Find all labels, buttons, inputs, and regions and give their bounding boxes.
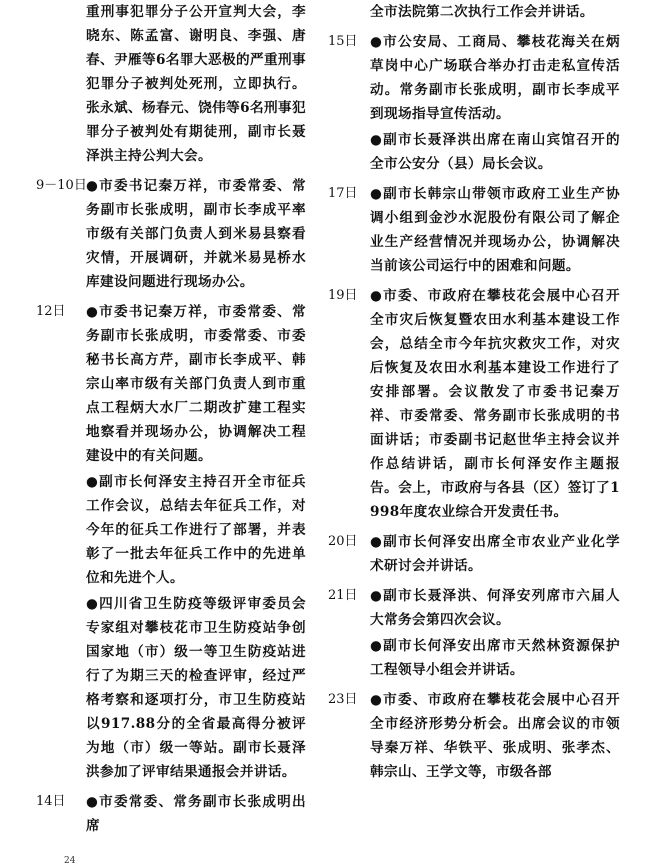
- left-column: [36, 0, 306, 838]
- entry-date: 14日: [36, 794, 66, 809]
- entry-body: [86, 300, 306, 784]
- entry-day-17: [328, 182, 620, 278]
- page-number: 24: [64, 856, 76, 866]
- entry-date: 19日: [328, 288, 358, 303]
- entry-body: [370, 182, 620, 278]
- entry-date: 9－10日: [36, 178, 87, 193]
- entry-body: [370, 30, 620, 176]
- entry-paragraph: ●市委、市政府在攀枝花会展中心召开全市经济形势分析会。出席会议的市领导秦万祥、华铁平、张成明、张孝杰、韩宗山、王学文等，市级各部: [370, 692, 620, 780]
- entry-continuation-left: [36, 0, 306, 168]
- entry-day-9-10: [36, 174, 306, 294]
- entry-body: [370, 284, 620, 524]
- entry-date: 15日: [328, 34, 358, 49]
- entry-date: 20日: [328, 534, 358, 549]
- entry-paragraph: ●市委常委、常务副市长张成明出席: [86, 794, 306, 834]
- entry-paragraph: ●市委、市政府在攀枝花会展中心召开全市灾后恢复暨农田水利基本建设工作会，总结全市今年抗灾救灾工作，对灾后恢复及农田水利基本建设工作进行了安排部署。会议散发了市委书记秦万祥、市委常委、常务副市长张成明的书面讲话；市委副书记赵世华主持会议并作总结讲话，副市长何泽安作主题报告。会上，市政府与各县（区）签订了1998年度农业综合开发责任书。: [370, 288, 620, 520]
- entry-date: 21日: [328, 588, 358, 603]
- entry-paragraph: ●四川省卫生防疫等级评审委员会专家组对攀枝花市卫生防疫站争创国家地（市）级一等卫生防疫站进行了为期三天的检查评审，经过严格考察和逐项打分，市卫生防疫站以917.88分的全省最高得分被评为地（市）级一等站。副市长聂泽洪参加了评审结果通报会并讲话。: [86, 596, 306, 780]
- entry-paragraph: ●副市长聂泽洪出席在南山宾馆召开的全市公安分（县）局长会议。: [370, 132, 620, 172]
- entry-body: [86, 174, 306, 294]
- entry-day-23: [328, 688, 620, 784]
- entry-day-15: [328, 30, 620, 176]
- entry-date: 12日: [36, 304, 66, 319]
- entry-paragraph: ●副市长韩宗山带领市政府工业生产协调小组到金沙水泥股份有限公司了解企业生产经营情况并现场办公，协调解决当前该公司运行中的困难和问题。: [370, 186, 620, 274]
- entry-paragraph: ●副市长何泽安主持召开全市征兵工作会议，总结去年征兵工作，对今年的征兵工作进行了部署，并表彰了一批去年征兵工作中的先进单位和先进个人。: [86, 474, 306, 586]
- entry-paragraph: ●副市长何泽安出席全市农业产业化学术研讨会并讲话。: [370, 534, 620, 574]
- entry-day-20: [328, 530, 620, 578]
- right-column: [328, 0, 620, 784]
- entry-body: [86, 0, 306, 168]
- entry-paragraph: ●市委书记秦万祥，市委常委、常务副市长张成明，副市长李成平率市级有关部门负责人到米易县察看灾情，开展调研，并就米易晃桥水库建设问题进行现场办公。: [86, 178, 306, 290]
- entry-paragraph: 全市法院第二次执行工作会并讲话。: [370, 4, 594, 20]
- entry-day-14: [36, 790, 306, 838]
- entry-paragraph: ●副市长何泽安出席市天然林资源保护工程领导小组会并讲话。: [370, 638, 620, 678]
- entry-paragraph: ●市委书记秦万祥，市委常委、常务副市长张成明，市委常委、市委秘书长高方芹，副市长李成平、韩宗山率市级有关部门负责人到市重点工程炳大水厂二期改扩建工程实地察看并现场办公，协调解决工程建设中的有关问题。: [86, 304, 306, 464]
- entry-paragraph: 重刑事犯罪分子公开宣判大会，李晓东、陈孟富、谢明良、李强、唐春、尹雁等6名罪大恶极的严重刑事犯罪分子被判处死刑，立即执行。张永斌、杨春元、饶伟等6名刑事犯罪分子被判处有期徒刑，副市长聂泽洪主持公判大会。: [86, 4, 306, 164]
- entry-body: [86, 790, 306, 838]
- entry-body: [370, 688, 620, 784]
- entry-body: [370, 530, 620, 578]
- entry-day-21: [328, 584, 620, 682]
- entry-date: 23日: [328, 692, 358, 707]
- entry-paragraph: ●市公安局、工商局、攀枝花海关在炳草岗中心广场联合举办打击走私宣传活动。常务副市长张成明，副市长李成平到现场指导宣传活动。: [370, 34, 620, 122]
- entry-day-19: [328, 284, 620, 524]
- entry-continuation-right: [328, 0, 620, 24]
- entry-paragraph: ●副市长聂泽洪、何泽安列席市六届人大常务会第四次会议。: [370, 588, 620, 628]
- entry-day-12: [36, 300, 306, 784]
- entry-date: 17日: [328, 186, 358, 201]
- entry-body: [370, 584, 620, 682]
- entry-body: [370, 0, 620, 24]
